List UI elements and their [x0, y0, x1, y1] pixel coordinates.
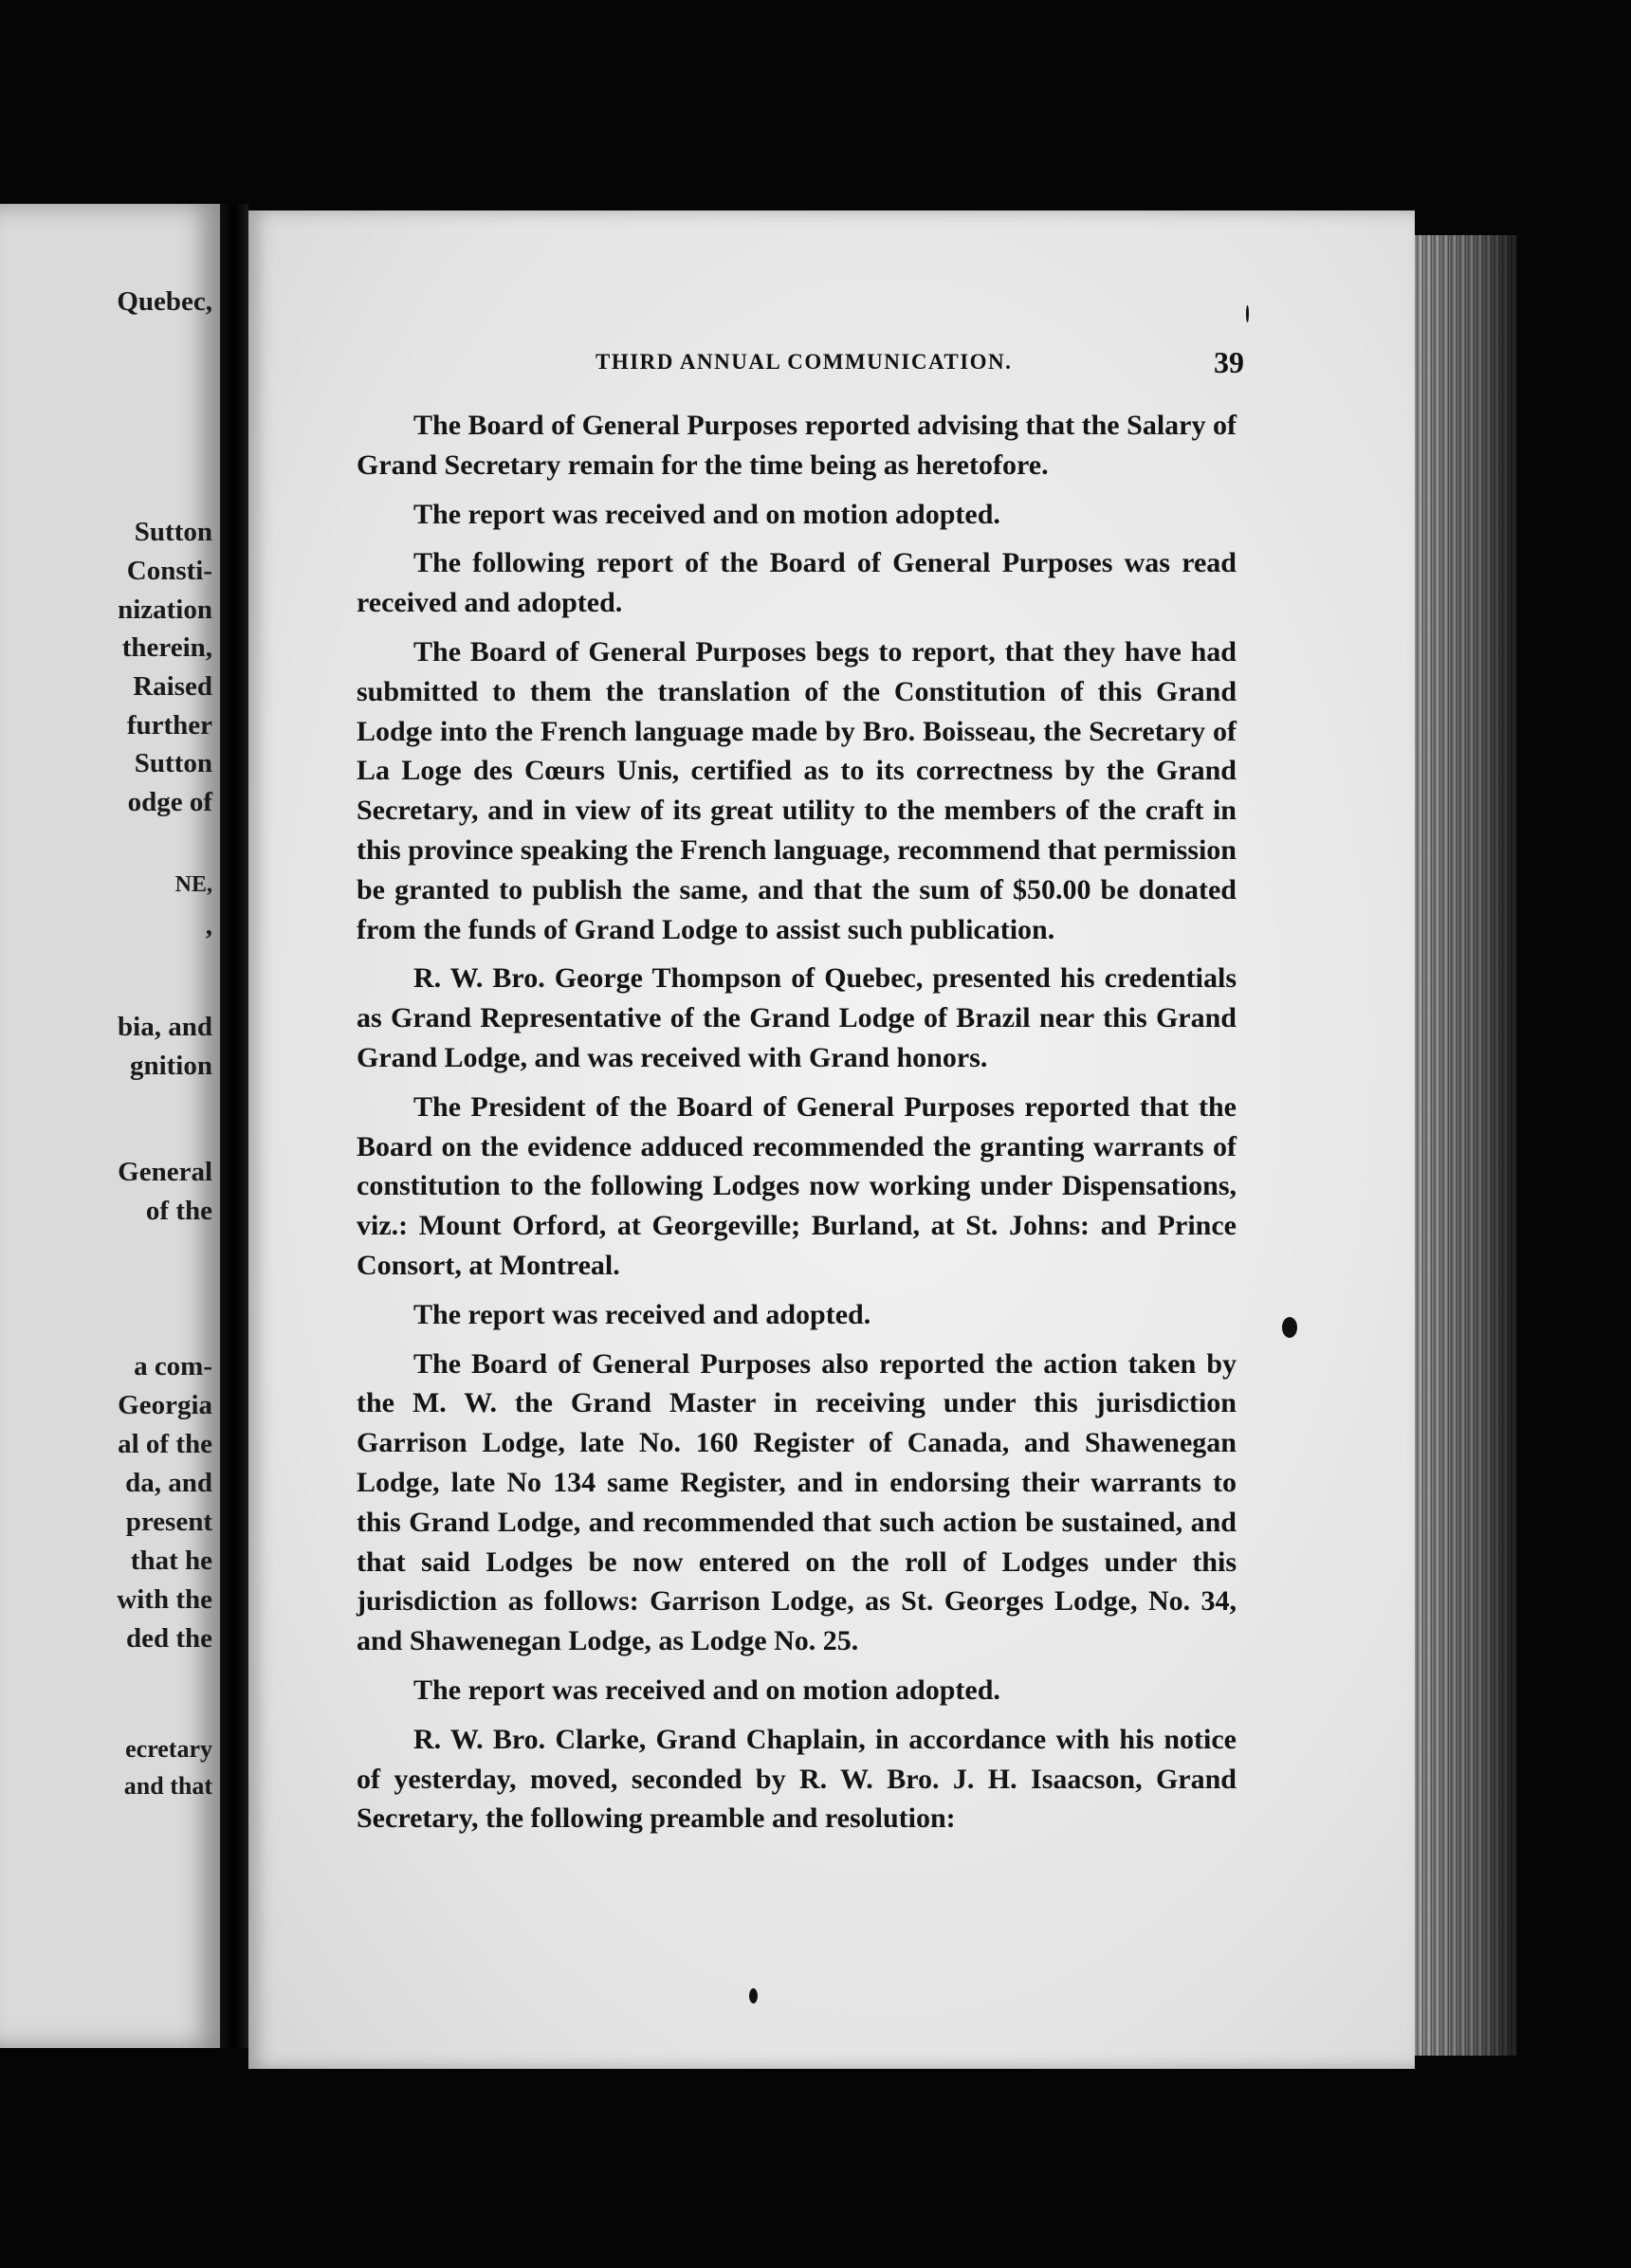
- left-page-line: that he: [130, 1546, 212, 1576]
- paragraph: The Board of General Purposes begs to report, that they have had submitted to them the translation of the Constitution of this Grand Lodge into the French language made by Bro. Boisseau, the Secretary of La Loge des Cœurs Unis, certified as to its correctness by the Grand Secretary, and in view of its great utility to the members of the craft in this province speaking the French language, recommend that permission be granted to publish the same, and that the sum of $50.00 be donated from the funds of Grand Lodge to assist such publication.: [357, 635, 1237, 945]
- page-body: [357, 406, 1237, 1848]
- paragraph: R. W. Bro. Clarke, Grand Chaplain, in accordance with his notice of yesterday, moved, seconded by R. W. Bro. J. H. Isaacson, Grand Secretary, the following preamble and resolution:: [357, 1723, 1237, 1835]
- left-page-line: da, and: [125, 1468, 212, 1498]
- ink-speck: [1282, 1317, 1297, 1338]
- running-head: THIRD ANNUAL COMMUNICATION.: [596, 350, 1013, 374]
- left-page-line: Quebec,: [117, 286, 212, 317]
- left-page-line: with the: [117, 1584, 212, 1615]
- paragraph: The report was received and adopted.: [413, 1298, 871, 1330]
- left-page-line: nization: [118, 594, 212, 625]
- left-page-line: a com-: [134, 1351, 212, 1381]
- left-page-line: odge of: [127, 787, 212, 817]
- left-page-line: ecretary: [125, 1735, 212, 1763]
- left-page-line: further: [126, 710, 212, 741]
- ink-speck: [1246, 305, 1249, 322]
- page-number: 39: [1214, 345, 1244, 379]
- left-page-line: Georgia: [118, 1390, 212, 1420]
- left-page-line: present: [125, 1507, 212, 1537]
- left-page-line: Sutton: [134, 517, 212, 547]
- left-page-line: Sutton: [134, 748, 212, 778]
- paragraph: The President of the Board of General Purposes reported that the Board on the evidence adduced recommended the granting warrants of constitution to the following Lodges now working under Dispensations, viz.: Mount Orford, at Georgeville; Burland, at St. Johns: and Prince Consort, at Montreal.: [357, 1090, 1237, 1281]
- left-page-line: Raised: [133, 671, 212, 702]
- left-page-line: al of the: [118, 1429, 212, 1459]
- left-page-line: NE,: [174, 872, 212, 897]
- left-page-line: and that: [123, 1772, 212, 1800]
- book-gutter: [220, 204, 248, 2048]
- left-page-line: of the: [145, 1196, 212, 1226]
- ink-speck: [749, 1988, 758, 2003]
- paragraph: The report was received and on motion adopted.: [413, 498, 1000, 530]
- left-page-line: ded the: [125, 1623, 212, 1654]
- page-edges-shadow: [1415, 235, 1517, 2056]
- paragraph: The report was received and on motion adopted.: [413, 1674, 1000, 1706]
- left-page-line: Consti-: [126, 556, 212, 586]
- paragraph: R. W. Bro. George Thompson of Quebec, presented his credentials as Grand Representative of the Grand Lodge of Brazil near this Grand Grand Lodge, and was received with Grand honors.: [357, 962, 1237, 1073]
- paragraph: The Board of General Purposes reported advising that the Salary of Grand Secretary remain for the time being as heretofore.: [357, 410, 1237, 481]
- left-page-line: therein,: [121, 632, 212, 663]
- left-page-line: gnition: [129, 1051, 212, 1081]
- left-page-line: General: [118, 1157, 212, 1187]
- paragraph: The Board of General Purposes also reported the action taken by the M. W. the Grand Master in receiving under this jurisdiction Garrison Lodge, late No. 160 Register of Canada, and Shawenegan Lodge, late No 134 same Register, and in endorsing their warrants to this Grand Lodge, and recommended that such action be sustained, and that said Lodges be now entered on the roll of Lodges under this jurisdiction as follows: Garrison Lodge, as St. Georges Lodge, No. 34, and Shawenegan Lodge, as Lodge No. 25.: [357, 1347, 1237, 1657]
- paragraph: The following report of the Board of General Purposes was read received and adopted.: [357, 547, 1237, 619]
- left-page-line: bia, and: [118, 1012, 212, 1042]
- previous-page-fragment: [0, 204, 220, 2048]
- left-page-line: ,: [205, 910, 212, 941]
